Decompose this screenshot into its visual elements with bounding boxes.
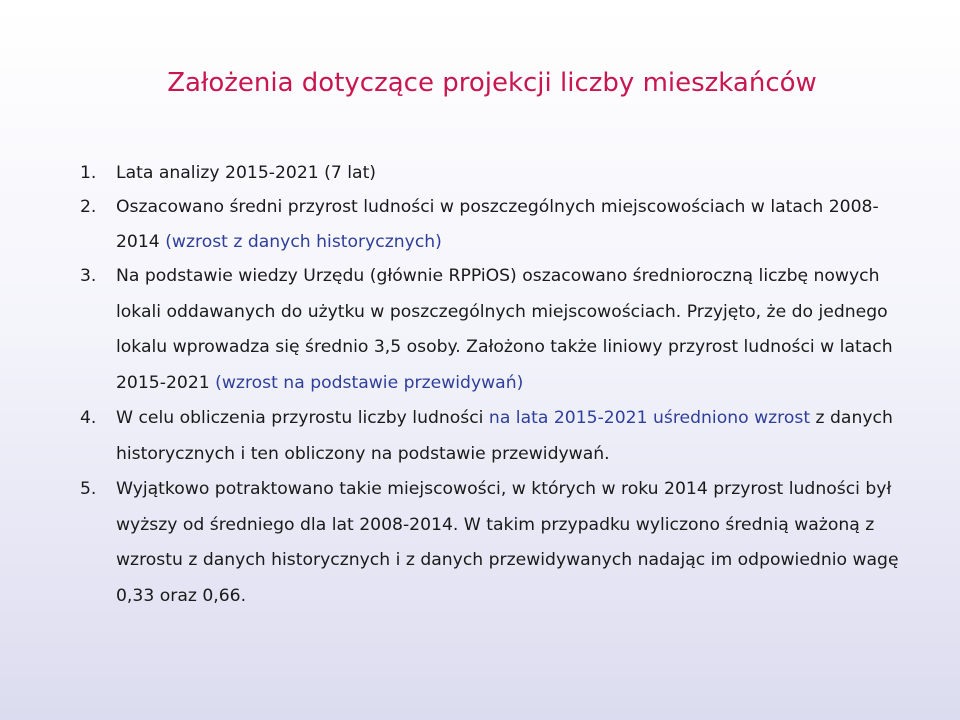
assumptions-list (80, 156, 900, 614)
item-text: Wyjątkowo potraktowano takie miejscowości, w których w roku 2014 przyrost ludności był wyższy od średniego dla lat 2008-2014. W takim przypadku wyliczono średnią ważoną z wzrostu z danych historycznych i z danych przewidywanych nadając im odpowiednio wagę 0,33 oraz 0,66. (116, 479, 899, 606)
list-text (116, 190, 900, 259)
item-text: Lata analizy 2015-2021 (7 lat) (116, 163, 377, 183)
item-text-after: z danych historycznych i ten obliczony na podstawie przewidywań. (116, 408, 893, 464)
item-note: (wzrost z danych historycznych) (165, 231, 442, 252)
list-number: 2. (80, 197, 97, 218)
list-item (80, 156, 900, 190)
item-text: W celu obliczenia przyrostu liczby ludności (116, 408, 489, 429)
list-text (116, 259, 900, 401)
list-number: 5. (80, 479, 97, 500)
list-text (116, 472, 900, 614)
list-number: 4. (80, 408, 97, 429)
list-number: 1. (80, 163, 97, 183)
slide-title: Założenia dotyczące projekcji liczby mieszkańców (167, 68, 817, 98)
list-item (80, 472, 900, 614)
list-item (80, 259, 900, 401)
item-text: Na podstawie wiedzy Urzędu (głównie RPPiOS) oszacowano średnioroczną liczbę nowych lokali oddawanych do użytku w poszczególnych miejscowościach. Przyjęto, że do jednego lokalu wprowadza się średnio 3,5 osoby. Założono także liniowy przyrost ludności w latach 2015-2021 (116, 266, 893, 393)
list-text (116, 156, 900, 190)
list-number: 3. (80, 266, 97, 287)
item-note: na lata 2015-2021 uśredniono wzrost (488, 408, 811, 429)
list-text (116, 401, 900, 472)
item-text: Oszacowano średni przyrost ludności w poszczególnych miejscowościach w latach 2008-2014 (116, 197, 879, 252)
item-note: (wzrost na podstawie przewidywań) (215, 372, 524, 393)
list-item (80, 401, 900, 472)
list-item (80, 190, 900, 259)
